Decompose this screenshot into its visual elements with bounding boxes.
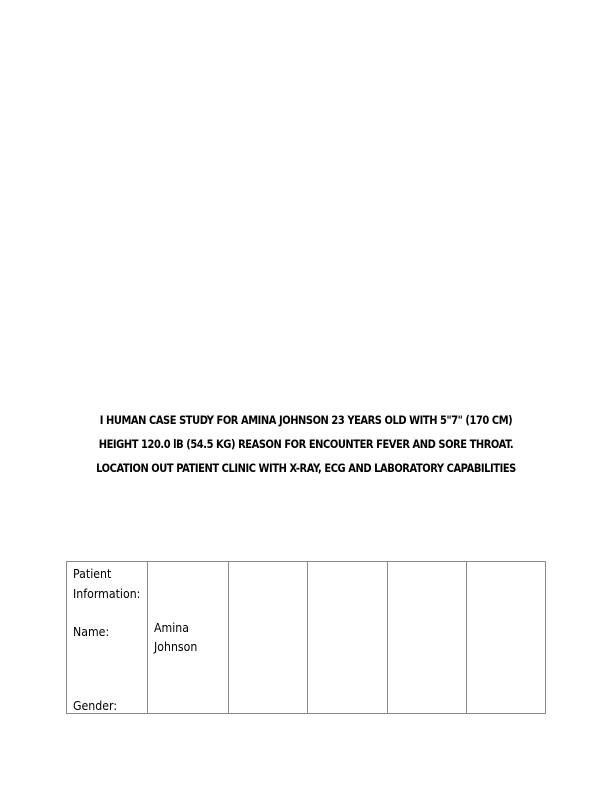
name-label: Name: [73,624,110,639]
empty-cell [229,562,308,714]
gender-label: Gender: [73,698,118,713]
document-title: I HUMAN CASE STUDY FOR AMINA JOHNSON 23 YEARS OLD WITH 5"7" (170 CM) HEIGHT 120.0 lB (54.5 KG) REASON FOR ENCOUNTER FEVER AND SORE THROAT. LOCATION OUT PATIENT CLINIC WITH X-RAY, ECG AND LABORATORY CAPABILITIES [96,413,516,475]
patient-first-name: Amina [154,620,190,635]
empty-cell [308,562,387,714]
section-label-line1: Patient [73,566,112,581]
patient-last-name: Johnson [154,639,198,654]
empty-cell [387,562,466,714]
patient-info-table [66,561,546,714]
label-cell [67,562,148,714]
section-label-line2: Information: [73,586,141,601]
value-cell [148,562,229,714]
empty-cell [466,562,545,714]
table-row [67,562,546,714]
